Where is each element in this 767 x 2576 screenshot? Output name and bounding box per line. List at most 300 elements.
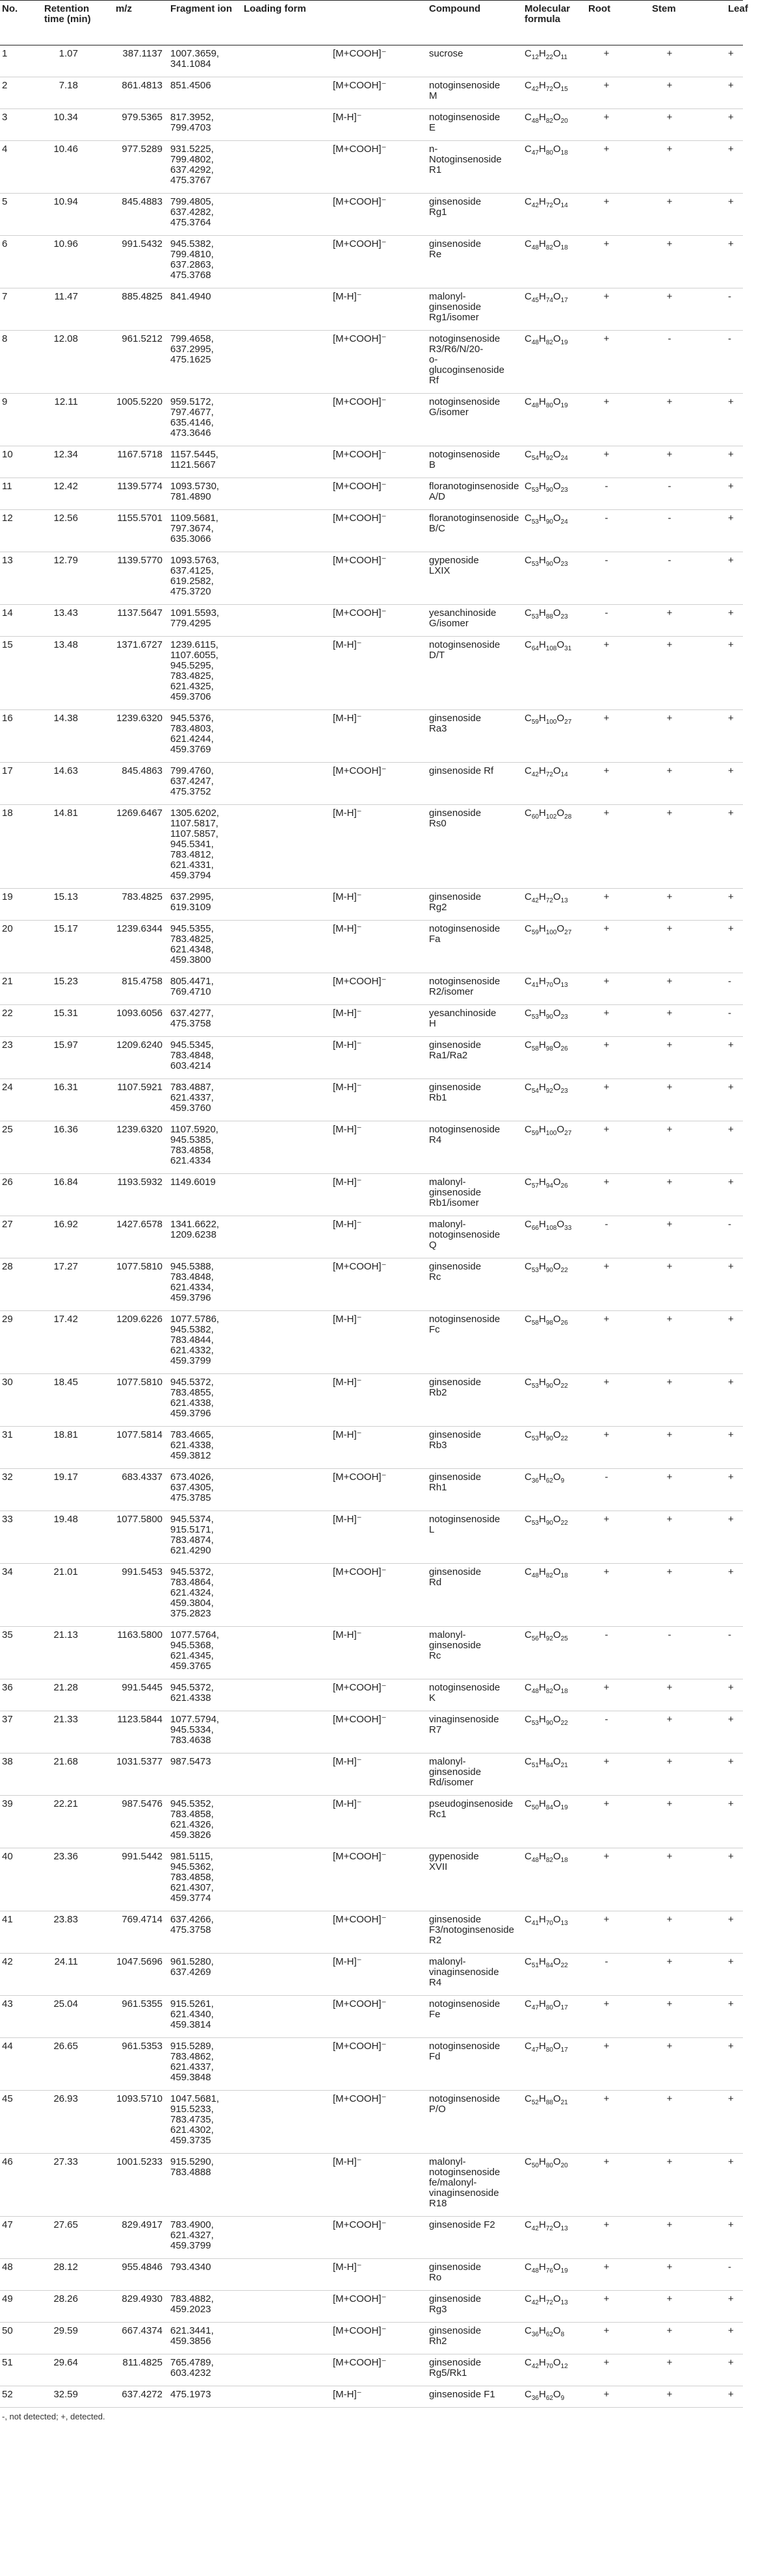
cell-root: + (603, 80, 610, 91)
cell-stem: + (666, 1082, 673, 1093)
cell-no: 33 (2, 1514, 13, 1525)
cell-loading-form: [M-H]⁻ (333, 291, 362, 302)
cell-no: 29 (2, 1314, 13, 1325)
cell-stem: + (666, 291, 673, 302)
cell-fragment-ion: 945.5372, 783.4855, 621.4338, 459.3796 (170, 1377, 214, 1419)
table-row (0, 1311, 743, 1374)
cell-compound: ginsenoside Ra1/Ra2 (429, 1039, 482, 1061)
cell-leaf: + (728, 765, 734, 776)
cell-stem: + (666, 2293, 673, 2304)
cell-compound: notoginsenoside D/T (429, 639, 500, 661)
cell-loading-form: [M+COOH]⁻ (333, 396, 387, 407)
cell-fragment-ion: 1093.5763, 637.4125, 619.2582, 475.3720 (170, 555, 220, 597)
cell-stem: + (666, 1314, 673, 1325)
cell-molecular-formula: $C_{50}H_{80}O_{20}$ (525, 2156, 568, 2169)
cell-retention-time: 10.96 (53, 238, 78, 249)
cell-retention-time: 21.28 (53, 1682, 78, 1693)
table-row (0, 1374, 743, 1427)
cell-leaf: + (728, 396, 734, 407)
cell-mz: 991.5445 (122, 1682, 162, 1693)
cell-leaf: + (728, 449, 734, 460)
cell-no: 51 (2, 2357, 13, 2368)
cell-fragment-ion: 851.4506 (170, 80, 211, 91)
cell-stem: - (668, 333, 671, 344)
cell-leaf: - (728, 2262, 731, 2273)
cell-stem: + (666, 1566, 673, 1577)
cell-molecular-formula: $C_{66}H_{108}O_{33}$ (525, 1219, 572, 1232)
cell-compound: notoginsenoside M (429, 80, 500, 101)
cell-molecular-formula: $C_{36}H_{62}O_9$ (525, 2389, 565, 2402)
cell-stem: + (666, 1514, 673, 1525)
cell-molecular-formula: $C_{58}H_{98}O_{26}$ (525, 1039, 568, 1052)
table-row (0, 2259, 743, 2291)
cell-fragment-ion: 637.4266, 475.3758 (170, 1914, 214, 1935)
cell-molecular-formula: $C_{54}H_{92}O_{23}$ (525, 1082, 568, 1095)
cell-leaf: + (728, 481, 734, 492)
cell-fragment-ion: 799.4805, 637.4282, 475.3764 (170, 196, 214, 228)
cell-compound: ginsenoside Ro (429, 2262, 482, 2283)
cell-loading-form: [M-H]⁻ (333, 1008, 362, 1019)
cell-compound: ginsenoside Rh2 (429, 2325, 482, 2347)
cell-molecular-formula: $C_{48}H_{80}O_{19}$ (525, 396, 568, 409)
cell-mz: 1137.5647 (117, 607, 162, 618)
cell-no: 2 (2, 80, 8, 91)
cell-loading-form: [M+COOH]⁻ (333, 2093, 387, 2104)
table-row (0, 1627, 743, 1679)
cell-molecular-formula: $C_{41}H_{70}O_{13}$ (525, 1914, 568, 1927)
cell-retention-time: 21.68 (53, 1756, 78, 1767)
cell-compound: ginsenoside Rf (429, 765, 494, 776)
table-row (0, 2354, 743, 2386)
header-loading-form: Loading form (244, 3, 306, 14)
table-footnote: -, not detected; +, detected. (2, 2412, 105, 2421)
table-row (0, 77, 743, 109)
cell-compound: ginsenoside Rb2 (429, 1377, 482, 1398)
cell-no: 6 (2, 238, 8, 249)
cell-loading-form: [M+COOH]⁻ (333, 976, 387, 987)
table-row (0, 921, 743, 973)
cell-root: + (603, 976, 610, 987)
cell-root: + (603, 1177, 610, 1188)
cell-leaf: - (728, 291, 731, 302)
cell-retention-time: 18.45 (53, 1377, 78, 1388)
cell-compound: gypenoside LXIX (429, 555, 479, 576)
cell-fragment-ion: 915.5290, 783.4888 (170, 2156, 214, 2178)
cell-leaf: + (728, 1314, 734, 1325)
cell-compound: floranotoginsenoside A/D (429, 481, 519, 502)
cell-no: 48 (2, 2262, 13, 2273)
cell-mz: 1077.5800 (116, 1514, 162, 1525)
cell-root: + (603, 713, 610, 724)
cell-root: + (603, 1914, 610, 1925)
cell-retention-time: 14.81 (53, 808, 78, 819)
cell-mz: 1077.5810 (116, 1261, 162, 1272)
cell-leaf: - (728, 333, 731, 344)
cell-loading-form: [M+COOH]⁻ (333, 1851, 387, 1862)
cell-loading-form: [M+COOH]⁻ (333, 1682, 387, 1693)
table-header (0, 0, 748, 45)
cell-fragment-ion: 945.5355, 783.4825, 621.4348, 459.3800 (170, 923, 214, 965)
table-row (0, 1848, 743, 1911)
cell-mz: 991.5453 (122, 1566, 162, 1577)
cell-leaf: + (728, 639, 734, 650)
cell-molecular-formula: $C_{53}H_{90}O_{22}$ (525, 1261, 568, 1274)
cell-compound: yesanchinoside H (429, 1008, 497, 1029)
table-body (0, 45, 743, 2408)
cell-mz: 961.5353 (122, 2041, 162, 2052)
cell-loading-form: [M-H]⁻ (333, 1177, 362, 1188)
cell-retention-time: 29.64 (53, 2357, 78, 2368)
cell-molecular-formula: $C_{41}H_{70}O_{13}$ (525, 976, 568, 989)
cell-root: + (603, 639, 610, 650)
cell-stem: + (666, 396, 673, 407)
cell-leaf: + (728, 1851, 734, 1862)
cell-mz: 955.4846 (122, 2262, 162, 2273)
cell-root: + (603, 2325, 610, 2336)
cell-stem: + (666, 1039, 673, 1051)
cell-compound: malonyl- vinaginsenoside R4 (429, 1956, 499, 1988)
table-row (0, 1996, 743, 2038)
cell-retention-time: 27.33 (53, 2156, 78, 2167)
table-row (0, 763, 743, 805)
cell-retention-time: 29.59 (53, 2325, 78, 2336)
cell-loading-form: [M-H]⁻ (333, 1219, 362, 1230)
cell-leaf: + (728, 48, 734, 59)
cell-root: + (603, 396, 610, 407)
cell-mz: 991.5442 (122, 1851, 162, 1862)
cell-leaf: + (728, 1914, 734, 1925)
cell-loading-form: [M-H]⁻ (333, 2389, 362, 2400)
cell-no: 11 (2, 481, 12, 492)
table-row (0, 141, 743, 194)
cell-fragment-ion: 981.5115, 945.5362, 783.4858, 621.4307, 459.3774 (170, 1851, 214, 1904)
cell-molecular-formula: $C_{64}H_{108}O_{31}$ (525, 639, 572, 652)
cell-leaf: + (728, 1261, 734, 1272)
cell-molecular-formula: $C_{53}H_{90}O_{22}$ (525, 1377, 568, 1390)
cell-mz: 845.4863 (122, 765, 162, 776)
cell-compound: n- Notoginsenoside R1 (429, 144, 502, 175)
cell-retention-time: 17.27 (53, 1261, 78, 1272)
table-row (0, 2154, 743, 2217)
cell-compound: floranotoginsenoside B/C (429, 513, 519, 534)
cell-leaf: + (728, 1566, 734, 1577)
cell-root: - (604, 481, 608, 492)
cell-mz: 683.4337 (122, 1472, 162, 1483)
cell-mz: 667.4374 (122, 2325, 162, 2336)
cell-mz: 1047.5696 (116, 1956, 162, 1967)
cell-root: + (603, 1756, 610, 1767)
cell-fragment-ion: 793.4340 (170, 2262, 211, 2273)
cell-root: - (604, 555, 608, 566)
cell-retention-time: 18.81 (53, 1429, 78, 1440)
cell-molecular-formula: $C_{59}H_{100}O_{27}$ (525, 1124, 572, 1137)
cell-stem: + (666, 449, 673, 460)
cell-no: 4 (2, 144, 8, 155)
cell-fragment-ion: 783.4882, 459.2023 (170, 2293, 214, 2315)
cell-compound: pseudoginsenoside Rc1 (429, 1798, 514, 1820)
table-row (0, 236, 743, 288)
cell-no: 17 (2, 765, 13, 776)
cell-root: + (603, 1429, 610, 1440)
cell-mz: 961.5355 (122, 1998, 162, 2009)
cell-no: 18 (2, 808, 13, 819)
cell-stem: + (666, 1472, 673, 1483)
table-row (0, 1796, 743, 1848)
cell-fragment-ion: 1107.5920, 945.5385, 783.4858, 621.4334 (170, 1124, 218, 1166)
cell-loading-form: [M+COOH]⁻ (333, 2325, 387, 2336)
cell-loading-form: [M-H]⁻ (333, 639, 362, 650)
cell-retention-time: 15.31 (53, 1008, 78, 1019)
cell-fragment-ion: 673.4026, 637.4305, 475.3785 (170, 1472, 214, 1503)
cell-molecular-formula: $C_{42}H_{72}O_{13}$ (525, 2219, 568, 2232)
cell-loading-form: [M+COOH]⁻ (333, 1566, 387, 1577)
cell-no: 46 (2, 2156, 13, 2167)
cell-stem: + (666, 80, 673, 91)
cell-root: + (603, 1082, 610, 1093)
cell-molecular-formula: $C_{53}H_{90}O_{23}$ (525, 555, 568, 568)
cell-mz: 1077.5810 (116, 1377, 162, 1388)
cell-molecular-formula: $C_{42}H_{72}O_{15}$ (525, 80, 568, 93)
cell-root: + (603, 1261, 610, 1272)
cell-compound: notoginsenoside R4 (429, 1124, 500, 1145)
cell-leaf: + (728, 2357, 734, 2368)
cell-retention-time: 15.17 (53, 923, 78, 934)
table-row (0, 331, 743, 394)
cell-leaf: + (728, 513, 734, 524)
cell-leaf: + (728, 1798, 734, 1809)
cell-no: 30 (2, 1377, 13, 1388)
cell-retention-time: 16.31 (53, 1082, 78, 1093)
cell-no: 27 (2, 1219, 13, 1230)
table-row (0, 109, 743, 141)
cell-retention-time: 26.93 (53, 2093, 78, 2104)
cell-leaf: + (728, 923, 734, 934)
cell-loading-form: [M-H]⁻ (333, 1429, 362, 1440)
cell-compound: ginsenoside Re (429, 238, 482, 260)
cell-compound: notoginsenoside P/O (429, 2093, 500, 2115)
cell-loading-form: [M+COOH]⁻ (333, 48, 387, 59)
cell-stem: + (666, 1261, 673, 1272)
cell-fragment-ion: 945.5352, 783.4858, 621.4326, 459.3826 (170, 1798, 214, 1841)
cell-leaf: + (728, 1956, 734, 1967)
cell-compound: ginsenoside Rg1 (429, 196, 482, 218)
cell-mz: 1077.5814 (116, 1429, 162, 1440)
cell-no: 36 (2, 1682, 13, 1693)
table-row (0, 889, 743, 921)
cell-root: + (603, 1377, 610, 1388)
table-row (0, 605, 743, 637)
cell-stem: + (666, 112, 673, 123)
table-row (0, 2291, 743, 2323)
cell-compound: ginsenoside F1 (429, 2389, 495, 2400)
cell-loading-form: [M+COOH]⁻ (333, 2293, 387, 2304)
cell-leaf: - (728, 1008, 731, 1019)
cell-fragment-ion: 1341.6622, 1209.6238 (170, 1219, 220, 1240)
cell-loading-form: [M+COOH]⁻ (333, 2219, 387, 2230)
cell-loading-form: [M-H]⁻ (333, 1124, 362, 1135)
cell-loading-form: [M+COOH]⁻ (333, 1914, 387, 1925)
cell-retention-time: 21.13 (53, 1629, 78, 1640)
cell-loading-form: [M-H]⁻ (333, 1514, 362, 1525)
cell-retention-time: 16.84 (53, 1177, 78, 1188)
cell-leaf: + (728, 1177, 734, 1188)
cell-retention-time: 19.48 (53, 1514, 78, 1525)
cell-leaf: + (728, 1756, 734, 1767)
header-stem: Stem (652, 3, 676, 14)
cell-stem: + (666, 2219, 673, 2230)
cell-loading-form: [M-H]⁻ (333, 1377, 362, 1388)
cell-loading-form: [M-H]⁻ (333, 1082, 362, 1093)
cell-no: 39 (2, 1798, 13, 1809)
header-fragment-ion: Fragment ion (170, 3, 233, 14)
cell-mz: 991.5432 (122, 238, 162, 249)
cell-loading-form: [M-H]⁻ (333, 923, 362, 934)
cell-molecular-formula: $C_{42}H_{72}O_{14}$ (525, 196, 568, 209)
cell-retention-time: 16.92 (53, 1219, 78, 1230)
cell-compound: malonyl- notoginsenoside fe/malonyl- vinaginsenoside R18 (429, 2156, 500, 2209)
cell-retention-time: 14.38 (53, 713, 78, 724)
cell-stem: + (666, 48, 673, 59)
cell-no: 32 (2, 1472, 13, 1483)
cell-leaf: + (728, 1682, 734, 1693)
cell-mz: 1005.5220 (116, 396, 162, 407)
cell-no: 31 (2, 1429, 13, 1440)
cell-root: + (603, 2293, 610, 2304)
cell-fragment-ion: 783.4887, 621.4337, 459.3760 (170, 1082, 214, 1114)
table-row (0, 446, 743, 478)
cell-no: 37 (2, 1714, 13, 1725)
cell-leaf: - (728, 1219, 731, 1230)
cell-root: + (603, 2041, 610, 2052)
cell-molecular-formula: $C_{53}H_{90}O_{23}$ (525, 481, 568, 494)
cell-mz: 1269.6467 (116, 808, 162, 819)
cell-no: 52 (2, 2389, 13, 2400)
header-retention-time: Retention time (min) (44, 3, 91, 25)
cell-stem: + (666, 2389, 673, 2400)
cell-loading-form: [M+COOH]⁻ (333, 196, 387, 207)
cell-retention-time: 23.83 (53, 1914, 78, 1925)
header-leaf: Leaf (728, 3, 748, 14)
cell-no: 22 (2, 1008, 13, 1019)
table-row (0, 510, 743, 552)
cell-root: + (603, 2156, 610, 2167)
cell-no: 40 (2, 1851, 13, 1862)
cell-leaf: + (728, 1714, 734, 1725)
cell-stem: + (666, 2325, 673, 2336)
header-no: No. (2, 3, 18, 14)
cell-no: 5 (2, 196, 8, 207)
cell-stem: + (666, 923, 673, 934)
cell-loading-form: [M+COOH]⁻ (333, 607, 387, 618)
cell-fragment-ion: 1091.5593, 779.4295 (170, 607, 220, 629)
cell-fragment-ion: 961.5280, 637.4269 (170, 1956, 214, 1978)
cell-root: - (604, 607, 608, 618)
cell-compound: notoginsenoside E (429, 112, 500, 133)
table-row (0, 1564, 743, 1627)
cell-root: + (603, 808, 610, 819)
table-row (0, 394, 743, 446)
cell-fragment-ion: 805.4471, 769.4710 (170, 976, 214, 997)
cell-mz: 1093.6056 (116, 1008, 162, 1019)
cell-stem: - (668, 481, 671, 492)
cell-fragment-ion: 945.5345, 783.4848, 603.4214 (170, 1039, 214, 1071)
cell-no: 50 (2, 2325, 13, 2336)
cell-fragment-ion: 637.4277, 475.3758 (170, 1008, 214, 1029)
cell-leaf: + (728, 2156, 734, 2167)
cell-no: 45 (2, 2093, 13, 2104)
cell-stem: + (666, 765, 673, 776)
table-row (0, 1911, 743, 1954)
cell-retention-time: 15.13 (53, 891, 78, 902)
cell-root: + (603, 2389, 610, 2400)
table-row (0, 45, 743, 77)
cell-fragment-ion: 1239.6115, 1107.6055, 945.5295, 783.4825, 621.4325, 459.3706 (170, 639, 218, 702)
cell-stem: + (666, 1682, 673, 1693)
cell-compound: ginsenoside Rd (429, 1566, 482, 1588)
cell-stem: + (666, 238, 673, 249)
cell-molecular-formula: $C_{59}H_{100}O_{27}$ (525, 923, 572, 936)
cell-loading-form: [M+COOH]⁻ (333, 481, 387, 492)
cell-leaf: - (728, 1629, 731, 1640)
cell-loading-form: [M+COOH]⁻ (333, 513, 387, 524)
cell-no: 35 (2, 1629, 13, 1640)
cell-loading-form: [M-H]⁻ (333, 1314, 362, 1325)
cell-compound: gypenoside XVII (429, 1851, 479, 1872)
table-row (0, 1679, 743, 1711)
cell-fragment-ion: 945.5382, 799.4810, 637.2863, 475.3768 (170, 238, 214, 281)
cell-compound: notoginsenoside Fc (429, 1314, 500, 1335)
cell-molecular-formula: $C_{51}H_{84}O_{21}$ (525, 1756, 568, 1769)
cell-fragment-ion: 1007.3659, 341.1084 (170, 48, 220, 70)
cell-compound: yesanchinoside G/isomer (429, 607, 497, 629)
cell-compound: notoginsenoside R3/R6/N/20- o- glucoginsenoside Rf (429, 333, 504, 386)
cell-molecular-formula: $C_{48}H_{82}O_{18}$ (525, 1851, 568, 1864)
cell-retention-time: 21.01 (53, 1566, 78, 1577)
cell-compound: notoginsenoside Fd (429, 2041, 500, 2062)
cell-mz: 1093.5710 (116, 2093, 162, 2104)
cell-no: 28 (2, 1261, 13, 1272)
cell-mz: 1001.5233 (116, 2156, 162, 2167)
cell-loading-form: [M-H]⁻ (333, 1756, 362, 1767)
cell-root: + (603, 1314, 610, 1325)
cell-molecular-formula: $C_{12}H_{22}O_{11}$ (525, 48, 567, 61)
cell-fragment-ion: 945.5388, 783.4848, 621.4334, 459.3796 (170, 1261, 214, 1303)
cell-stem: + (666, 1219, 673, 1230)
cell-retention-time: 19.17 (53, 1472, 78, 1483)
table-row (0, 1469, 743, 1511)
cell-no: 20 (2, 923, 13, 934)
table-row (0, 710, 743, 763)
cell-mz: 977.5289 (122, 144, 162, 155)
cell-compound: notoginsenoside B (429, 449, 500, 470)
cell-mz: 1167.5718 (117, 449, 162, 460)
table-row (0, 1753, 743, 1796)
cell-root: + (603, 1124, 610, 1135)
cell-mz: 1139.5770 (117, 555, 162, 566)
cell-no: 9 (2, 396, 8, 407)
cell-compound: malonyl- ginsenoside Rg1/isomer (429, 291, 482, 323)
cell-molecular-formula: $C_{42}H_{72}O_{14}$ (525, 765, 568, 778)
table-row (0, 2386, 743, 2408)
cell-loading-form: [M+COOH]⁻ (333, 333, 387, 344)
table-row (0, 2323, 743, 2354)
cell-no: 23 (2, 1039, 13, 1051)
cell-mz: 885.4825 (122, 291, 162, 302)
cell-retention-time: 12.79 (53, 555, 78, 566)
cell-mz: 1193.5932 (117, 1177, 162, 1188)
cell-loading-form: [M-H]⁻ (333, 2156, 362, 2167)
cell-fragment-ion: 783.4900, 621.4327, 459.3799 (170, 2219, 214, 2251)
